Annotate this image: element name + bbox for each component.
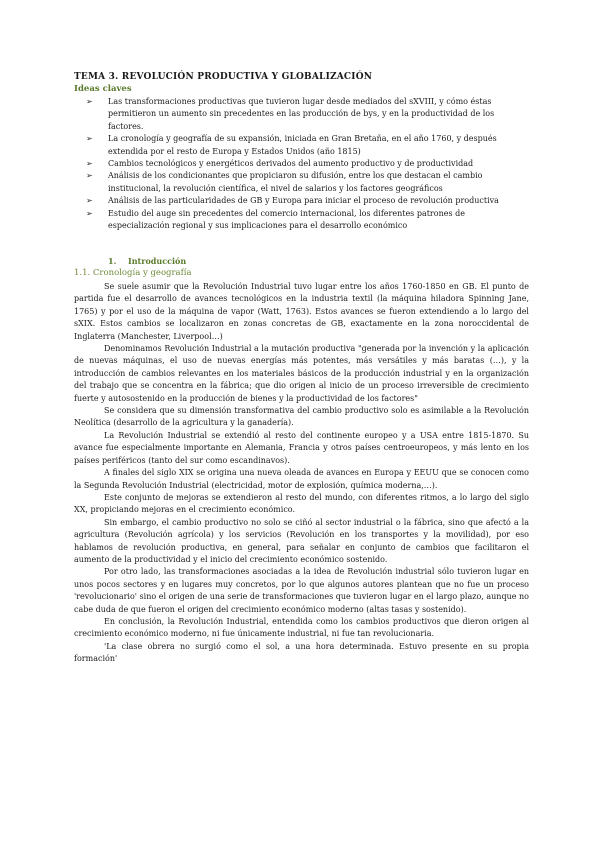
- paragraph: A finales del siglo XIX se origina una nueva oleada de avances en Europa y EEUU que se conocen como la Segunda Revolución Industrial (electricidad, motor de explosión, química moderna,…).: [74, 468, 529, 490]
- paragraph: Se suele asumir que la Revolución Industrial tuvo lugar entre los años 1760-1850 en GB. El punto de partida fue el desarrollo de avances tecnológicos en la industria textil (la máquina hiladora Spinning Jane, 1765) y por el uso de la máquina de vapor (Watt, 1763). Estos avances se fueron extendiendo a lo largo del sXIX. Estos cambios se localizaron en zonas concretas de GB, exactamente en la zona noroccidental de Inglaterra (Manchester, Liverpool…): [74, 282, 529, 341]
- key-ideas-list: [74, 96, 529, 232]
- list-item: ➢ Estudio del auge sin precedentes del comercio internacional, los diferentes patrones de especialización regional y sus implicaciones para el desarrollo económico: [86, 208, 465, 231]
- list-item: ➢ Análisis de las particularidades de GB y Europa para iniciar el proceso de revolución productiva: [74, 195, 529, 207]
- paragraph: Por otro lado, las transformaciones asociadas a la idea de Revolución industrial sólo tuvieron lugar en unos pocos sectores y en lugares muy concretos, por lo que algunos autores plantean que no fue un proceso 'revolucionario' sino el origen de una serie de transformaciones que tuvieron lugar en el largo plazo, aunque no cabe duda de que fueron el origen del crecimiento económico moderno (altas tasas y sostenido).: [74, 567, 529, 614]
- list-item: ➢ La cronología y geografía de su expansión, iniciada en Gran Bretaña, en el año 1760, y después extendida por el resto de Europa y Estados Unidos (año 1815): [86, 134, 497, 156]
- subsection-heading: 1.1. Cronología y geografía: [74, 268, 192, 278]
- arrow-bullet-icon: ➢: [86, 134, 93, 144]
- paragraph: Sin embargo, el cambio productivo no solo se ciñó al sector industrial o la fábrica, sino que afectó a la agricultura (Revolución agrícola) y los servicios (Revolución en los transportes y la movilidad), por eso hablamos de revolución productiva, en general, para señalar en conjunto de cambios que facilitaron el aumento de la productividad y el inicio del crecimiento económico sostenido.: [74, 517, 529, 564]
- arrow-bullet-icon: ➢: [86, 171, 93, 181]
- arrow-bullet-icon: ➢: [86, 97, 93, 106]
- section-heading: [108, 256, 186, 266]
- key-ideas-heading: Ideas claves: [74, 84, 132, 94]
- list-item: ➢ Cambios tecnológicos y energéticos derivados del aumento productivo y de productividad: [74, 158, 529, 170]
- paragraph: 'La clase obrera no surgió como el sol, a una hora determinada. Estuvo presente en su propia formación': [74, 641, 529, 664]
- arrow-bullet-icon: ➢: [86, 159, 93, 169]
- list-item: ➢ Análisis de los condicionantes que propiciaron su difusión, entre los que destacan el cambio institucional, la revolución científica, el nivel de salarios y los factores geográficos: [86, 171, 483, 193]
- paragraph: La Revolución Industrial se extendió al resto del continente europeo y a USA entre 1815-1870. Su avance fue especialmente importante en Alemania, Francia y otros países centroeuropeos, y más lento en los países periféricos (tanto del sur como escandinavos).: [74, 430, 529, 465]
- list-item: ➢ Las transformaciones productivas que tuvieron lugar desde mediados del sXVIII, y cómo éstas permitieron un aumento sin precedentes en las producción de bys, y en la productividad de los factores.: [86, 97, 495, 131]
- paragraph: En conclusión, la Revolución Industrial, entendida como los cambios productivos que dieron origen al crecimiento económico moderno, ni fue únicamente industrial, ni fue tan revolucionaria.: [74, 616, 529, 639]
- paragraph: Se considera que su dimensión transformativa del cambio productivo solo es asimilable a la Revolución Neolítica (desarrollo de la agricultura y la ganadería).: [74, 406, 529, 428]
- section-number: 1.: [108, 256, 117, 266]
- section-title: Introducción: [128, 256, 187, 266]
- paragraph: Este conjunto de mejoras se extendieron al resto del mundo, con diferentes ritmos, a lo largo del siglo XX, propiciando mejoras en el crecimiento económico.: [74, 492, 529, 515]
- body-text: [74, 281, 529, 666]
- paragraph: Denominamos Revolución Industrial a la mutación productiva "generada por la invención y la aplicación de nuevas máquinas, el uso de nuevas energías más potentes, más versátiles y más baratas (…), y la introducción de cambios relevantes en los materiales básicos de la producción industrial y en la organización del trabajo que se concentra en la fábrica; que dio origen al inicio de un proceso irreversible de crecimiento fuerte y autosostenido en la producción de bienes y la productividad de los factores": [74, 344, 529, 403]
- arrow-bullet-icon: ➢: [86, 196, 93, 206]
- document-title: TEMA 3. REVOLUCIÓN PRODUCTIVA Y GLOBALIZACIÓN: [74, 72, 373, 82]
- arrow-bullet-icon: ➢: [86, 208, 93, 218]
